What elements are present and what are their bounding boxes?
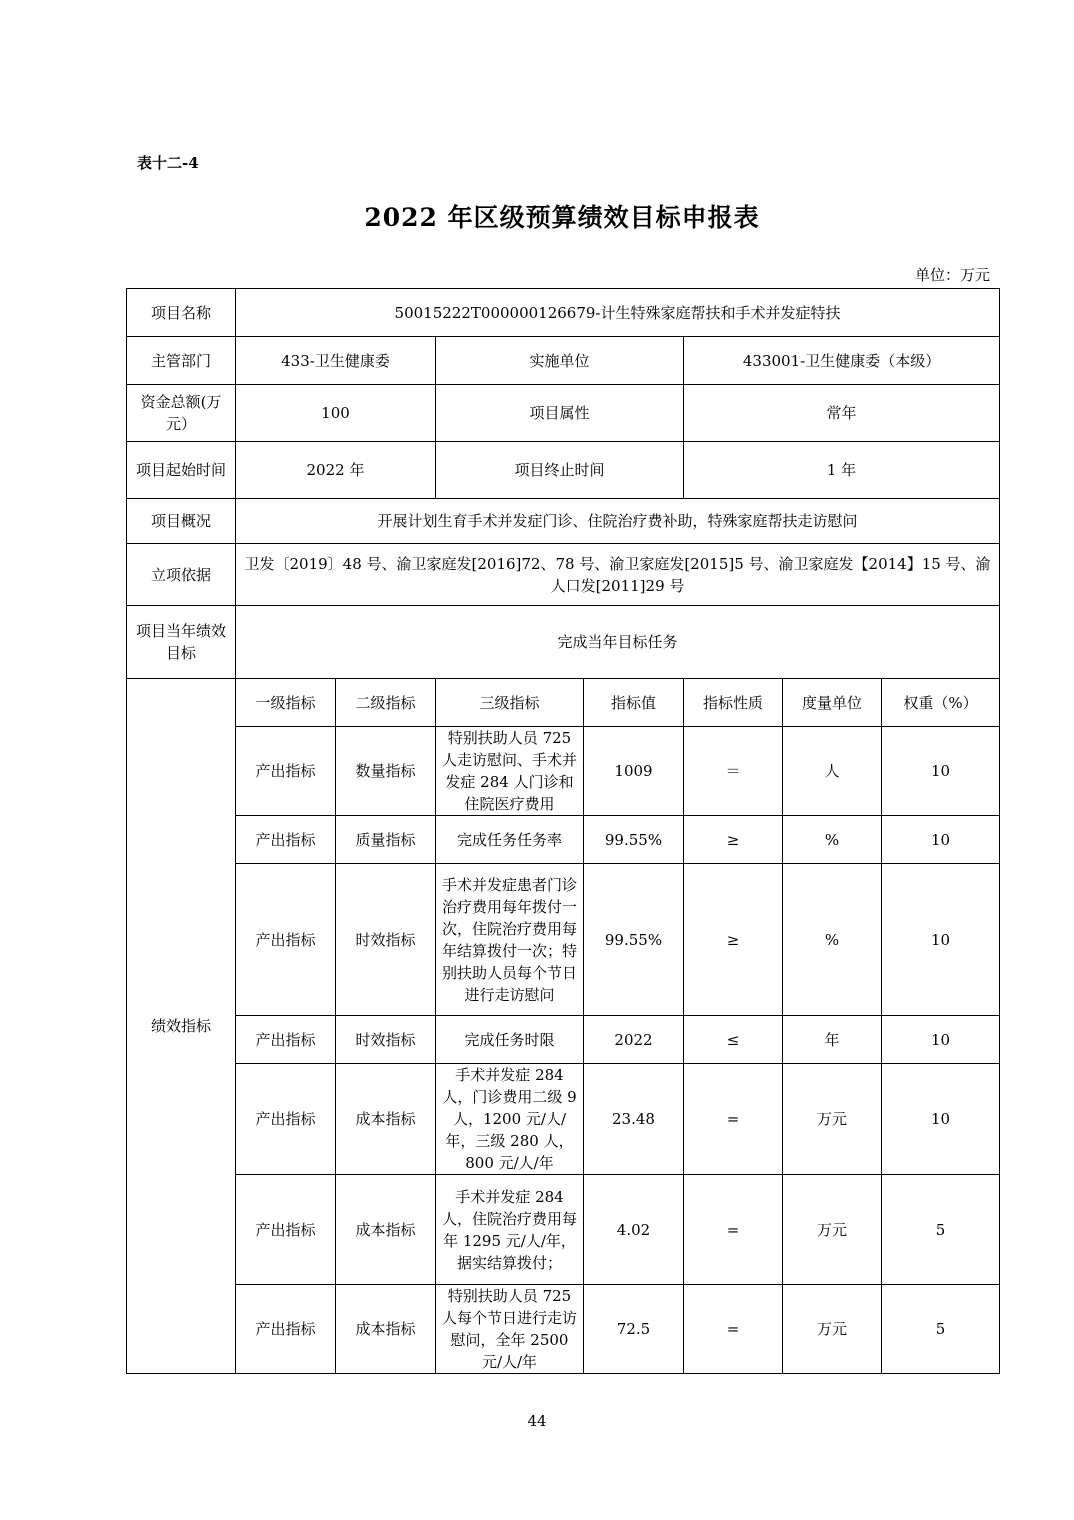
header-level2: 二级指标 [336,679,436,727]
indicator-level3: 手术并发症患者门诊治疗费用每年拨付一次，住院治疗费用每年结算拨付一次；特别扶助人员每个节日进行走访慰问 [436,864,584,1016]
indicator-level2: 时效指标 [336,864,436,1016]
table-row [127,727,1000,816]
indicator-level2: 成本指标 [336,1175,436,1285]
indicator-weight: 10 [882,864,1000,1016]
indicator-level1: 产出指标 [236,1016,336,1064]
dept-label: 主管部门 [127,337,236,385]
indicator-weight: 10 [882,727,1000,816]
indicator-unit: 万元 [783,1175,882,1285]
indicator-level3: 完成任务任务率 [436,816,584,864]
impl-value: 433001-卫生健康委（本级） [684,337,1000,385]
table-row [127,1016,1000,1064]
basis-value: 卫发〔2019〕48 号、渝卫家庭发[2016]72、78 号、渝卫家庭发[2015]5 号、渝卫家庭发【2014】15 号、渝人口发[2011]29 号 [236,544,1000,606]
header-level3: 三级指标 [436,679,584,727]
indicator-nature: = [684,1285,783,1374]
project-name-value: 50015222T000000126679-计生特殊家庭帮扶和手术并发症特扶 [236,289,1000,337]
indicator-level2: 成本指标 [336,1064,436,1175]
indicator-level1: 产出指标 [236,1175,336,1285]
indicator-nature: ≥ [684,864,783,1016]
project-name-label: 项目名称 [127,289,236,337]
goal-row [127,606,1000,679]
indicator-weight: 5 [882,1175,1000,1285]
indicator-unit: % [783,864,882,1016]
project-name-row [127,289,1000,337]
indicator-level1: 产出指标 [236,1064,336,1175]
indicator-level3: 完成任务时限 [436,1016,584,1064]
fund-row [127,385,1000,442]
table-row [127,1175,1000,1285]
indicator-level1: 产出指标 [236,864,336,1016]
indicator-unit: 万元 [783,1285,882,1374]
indicator-level3: 手术并发症 284 人，住院治疗费用每年 1295 元/人/年，据实结算拨付； [436,1175,584,1285]
indicator-weight: 10 [882,1016,1000,1064]
indicator-level1: 产出指标 [236,816,336,864]
indicator-level2: 成本指标 [336,1285,436,1374]
attr-label: 项目属性 [436,385,684,442]
table-row [127,816,1000,864]
indicator-value: 1009 [584,727,684,816]
indicator-value: 72.5 [584,1285,684,1374]
goal-label: 项目当年绩效目标 [127,606,236,679]
basis-label: 立项依据 [127,544,236,606]
period-row [127,442,1000,499]
header-weight: 权重（%） [882,679,1000,727]
indicator-weight: 5 [882,1285,1000,1374]
indicator-nature: ≤ [684,1016,783,1064]
table-row [127,1064,1000,1175]
overview-value: 开展计划生育手术并发症门诊、住院治疗费补助，特殊家庭帮扶走访慰问 [236,499,1000,544]
indicator-header-row [127,679,1000,727]
page-number: 44 [527,1412,547,1430]
indicator-level3: 手术并发症 284 人，门诊费用二级 9 人，1200 元/人/年，三级 280 人，800 元/人/年 [436,1064,584,1175]
fund-label: 资金总额(万元） [127,385,236,442]
indicator-value: 23.48 [584,1064,684,1175]
header-level1: 一级指标 [236,679,336,727]
impl-label: 实施单位 [436,337,684,385]
overview-label: 项目概况 [127,499,236,544]
indicator-nature: ≥ [684,816,783,864]
header-nature: 指标性质 [684,679,783,727]
indicator-weight: 10 [882,816,1000,864]
header-value: 指标值 [584,679,684,727]
indicator-unit: 年 [783,1016,882,1064]
goal-value: 完成当年目标任务 [236,606,1000,679]
dept-value: 433-卫生健康委 [236,337,436,385]
table-row [127,864,1000,1016]
indicator-unit: % [783,816,882,864]
department-row [127,337,1000,385]
unit-label: 单位：万元 [914,266,990,284]
end-label: 项目终止时间 [436,442,684,499]
indicator-unit: 万元 [783,1064,882,1175]
start-value: 2022 年 [236,442,436,499]
indicator-nature: ＝ [684,727,783,816]
overview-row [127,499,1000,544]
indicator-nature: = [684,1064,783,1175]
indicator-unit: 人 [783,727,882,816]
indicator-value: 2022 [584,1016,684,1064]
indicator-level1: 产出指标 [236,727,336,816]
attr-value: 常年 [684,385,1000,442]
indicator-value: 99.55% [584,864,684,1016]
indicator-level2: 质量指标 [336,816,436,864]
end-value: 1 年 [684,442,1000,499]
indicator-level3: 特别扶助人员 725 人每个节日进行走访慰问，全年 2500 元/人/年 [436,1285,584,1374]
indicator-value: 99.55% [584,816,684,864]
indicator-level2: 时效指标 [336,1016,436,1064]
start-label: 项目起始时间 [127,442,236,499]
basis-row [127,544,1000,606]
header-unit: 度量单位 [783,679,882,727]
indicator-weight: 10 [882,1064,1000,1175]
performance-target-table [126,288,1000,1374]
indicator-level2: 数量指标 [336,727,436,816]
indicator-level3: 特别扶助人员 725 人走访慰问、手术并发症 284 人门诊和住院医疗费用 [436,727,584,816]
table-label: 表十二-4 [137,154,199,172]
indicator-level1: 产出指标 [236,1285,336,1374]
page-title: 2022 年区级预算绩效目标申报表 [364,203,760,232]
fund-value: 100 [236,385,436,442]
table-row [127,1285,1000,1374]
indicators-section-label: 绩效指标 [127,679,236,1374]
indicator-nature: = [684,1175,783,1285]
indicator-value: 4.02 [584,1175,684,1285]
